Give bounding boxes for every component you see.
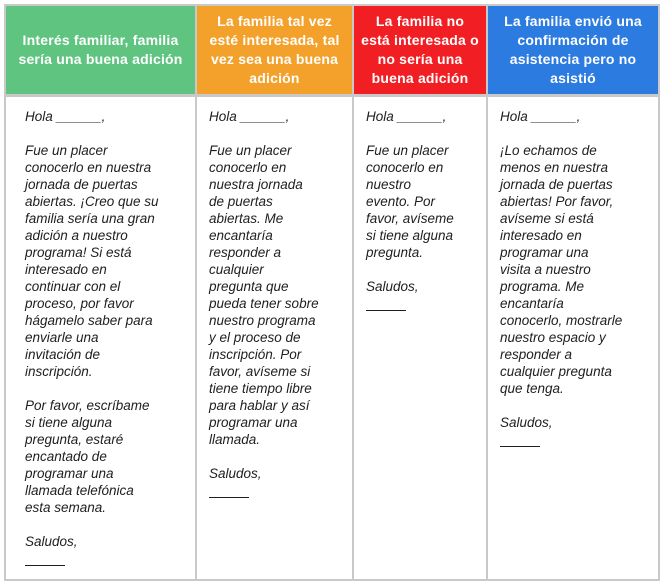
column-rsvp-no-show bbox=[488, 6, 658, 579]
email-template-cell bbox=[488, 97, 658, 579]
closing: Saludos, bbox=[500, 415, 553, 430]
greeting: Hola ______, bbox=[500, 109, 581, 124]
signature-line bbox=[209, 497, 249, 498]
column-maybe-interested bbox=[197, 6, 352, 579]
email-template-cell bbox=[6, 97, 195, 579]
column-header: La familia no está interesada o no sería una buena adición bbox=[354, 6, 486, 94]
email-paragraph: Fue un placer conocerlo en nuestra jornada de puertas abiertas. Me encantaría responder a cualquier pregunta que pueda tener sobre nuestro programa y el proceso de inscripción. Por favor, avíseme si tiene tiempo libre para hablar y así programar una llamada. bbox=[209, 143, 319, 447]
column-header: La familia envió una confirmación de asistencia pero no asistió bbox=[488, 6, 658, 94]
column-header: Interés familiar, familia sería una buena adición bbox=[6, 6, 195, 94]
closing: Saludos, bbox=[366, 279, 419, 294]
closing: Saludos, bbox=[25, 534, 78, 549]
email-paragraph: Fue un placer conocerlo en nuestro evento. Por favor, avíseme si tiene alguna pregunta. bbox=[366, 143, 454, 260]
column-header: La familia tal vez esté interesada, tal vez sea una buena adición bbox=[197, 6, 352, 94]
email-templates-table bbox=[4, 4, 660, 581]
email-paragraph: ¡Lo echamos de menos en nuestra jornada de puertas abiertas! Por favor, avíseme si está interesado en programar una visita a nuestro programa. Me encantaría conocerlo, mostrarle nuestro espacio y responder a cualquier pregunta que tenga. bbox=[500, 143, 623, 396]
email-paragraph: Fue un placer conocerlo en nuestra jornada de puertas abiertas. ¡Creo que su familia sería una gran adición a nuestro programa! Si está interesado en continuar con el proceso, por favor hágamelo saber para enviarle una invitación de inscripción. bbox=[25, 143, 159, 379]
email-template-cell bbox=[197, 97, 352, 579]
greeting: Hola ______, bbox=[366, 109, 447, 124]
column-interested-good-fit bbox=[6, 6, 195, 579]
greeting: Hola ______, bbox=[25, 109, 106, 124]
email-paragraph: Por favor, escríbame si tiene alguna pregunta, estaré encantado de programar una llamada telefónica esta semana. bbox=[25, 398, 150, 515]
closing: Saludos, bbox=[209, 466, 262, 481]
column-not-interested bbox=[354, 6, 486, 579]
greeting: Hola ______, bbox=[209, 109, 290, 124]
signature-line bbox=[366, 310, 406, 311]
signature-line bbox=[25, 565, 65, 566]
email-template-cell bbox=[354, 97, 486, 579]
signature-line bbox=[500, 446, 540, 447]
